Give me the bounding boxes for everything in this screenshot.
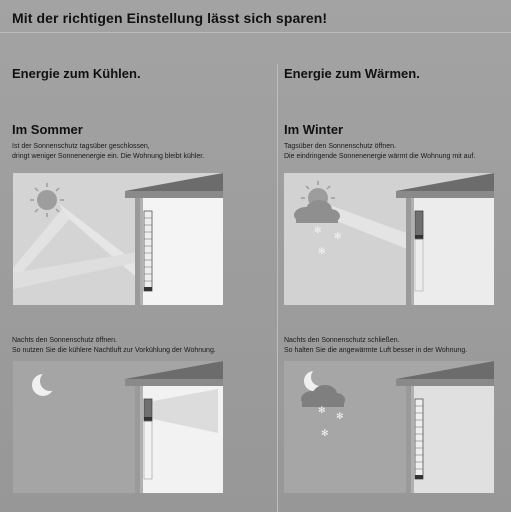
summer-day-illustration — [13, 173, 223, 305]
winter-day-illustration — [284, 173, 494, 305]
winter-night-text-line-2: So halten Sie die angewärmte Luft besser in der Wohnung. — [284, 347, 468, 354]
svg-text:✻: ✻ — [318, 406, 326, 416]
house — [125, 173, 223, 305]
summer-night-illustration — [13, 361, 223, 493]
header-divider — [0, 32, 511, 33]
summer-night-text — [12, 336, 216, 356]
svg-text:✻: ✻ — [334, 232, 342, 242]
summer-night-text-line-2: So nutzen Sie die kühlere Nachtluft zur Vorkühlung der Wohnung. — [12, 347, 216, 354]
heating-heading: Energie zum Wärmen. — [284, 66, 420, 81]
svg-text:✻: ✻ — [314, 226, 322, 236]
winter-night-text — [284, 336, 467, 356]
column-divider — [277, 64, 278, 512]
winter-night-illustration — [284, 361, 494, 493]
shutter-closed — [144, 211, 152, 291]
winter-night-text-line-1: Nachts den Sonnenschutz schließen. — [284, 337, 400, 344]
house — [396, 173, 494, 305]
summer-day-text-line-1: Ist der Sonnenschutz tagsüber geschlossen, — [12, 143, 150, 150]
winter-heading: Im Winter — [284, 122, 344, 137]
svg-text:✻: ✻ — [318, 247, 326, 257]
summer-heading: Im Sommer — [12, 122, 83, 137]
winter-day-text — [284, 142, 475, 162]
summer-day-text — [12, 142, 204, 162]
shutter-closed — [415, 399, 423, 479]
svg-text:✻: ✻ — [336, 412, 344, 422]
summer-night-text-line-1: Nachts den Sonnenschutz öffnen. — [12, 337, 117, 344]
summer-day-text-line-2: dringt weniger Sonnenenergie ein. Die Wohnung bleibt kühler. — [12, 153, 205, 160]
page-title: Mit der richtigen Einstellung lässt sich sparen! — [12, 10, 328, 26]
svg-text:✻: ✻ — [321, 429, 329, 439]
cooling-heading: Energie zum Kühlen. — [12, 66, 141, 81]
winter-day-text-line-2: Die eindringende Sonnenenergie wärmt die Wohnung mit auf. — [284, 153, 476, 160]
house — [396, 361, 494, 493]
winter-day-text-line-1: Tagsüber den Sonnenschutz öffnen. — [284, 143, 396, 150]
